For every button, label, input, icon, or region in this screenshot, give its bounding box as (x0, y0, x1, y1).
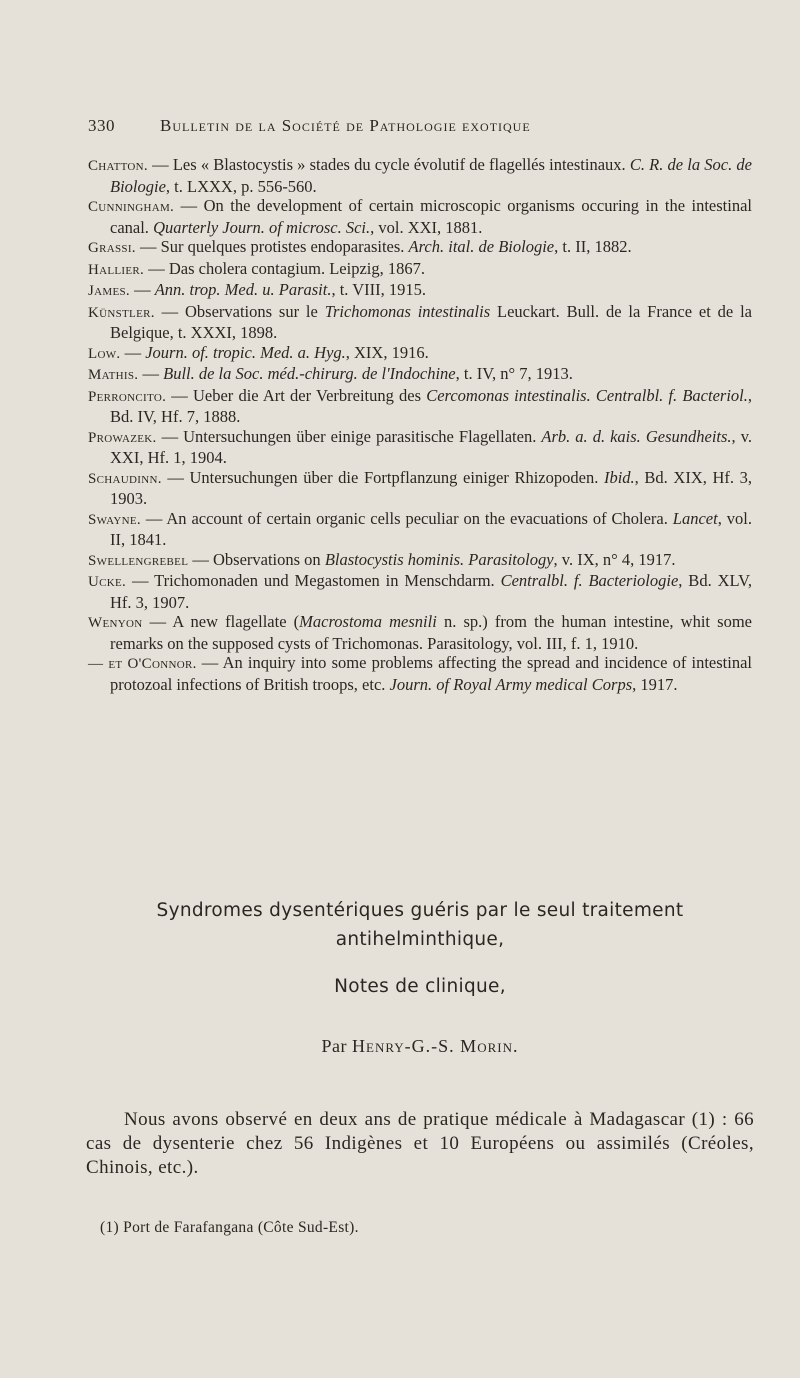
footnote: (1) Port de Farafangana (Côte Sud-Est). (100, 1219, 359, 1236)
author-name: Henry-G.-S. Morin. (352, 1036, 519, 1056)
reference-entry (88, 364, 752, 386)
reference-author: Grassi. (88, 240, 136, 256)
reference-author: James. (88, 283, 130, 299)
reference-details: , t. IV, n° 7, 1913. (455, 364, 573, 383)
reference-text: — Trichomonaden und Megastomen in Menschdarm. (126, 571, 501, 590)
reference-entry (88, 280, 752, 302)
reference-entry (88, 196, 752, 237)
reference-details: , 1917. (632, 674, 678, 694)
reference-details: , t. LXXX, p. 556-560. (165, 176, 317, 196)
reference-entry (88, 259, 752, 281)
reference-details: , XIX, 1916. (345, 342, 429, 362)
reference-author: Hallier. (88, 261, 145, 278)
reference-details: , vol. II, 1841. (110, 508, 752, 549)
intro-paragraph: Nous avons observé en deux ans de pratique médicale à Madagascar (1) : 66 cas de dysenterie chez 56 Indigènes et 10 Européens ou assimilés (Créoles, Chinois, etc.). (86, 1109, 754, 1178)
reference-author: Low. (88, 345, 121, 362)
reference-details: , vol. XXI, 1881. (370, 217, 483, 237)
reference-source: Ibid. (603, 467, 635, 487)
reference-entry (88, 427, 752, 468)
running-header (88, 116, 748, 136)
reference-source: Bull. de la Soc. méd.-chirurg. de l'Indochine (163, 364, 456, 383)
bibliography (88, 155, 752, 694)
byline (80, 1036, 760, 1057)
reference-details: Leuckart. Bull. de la France et de la Belgique, t. XXXI, 1898. (110, 301, 752, 342)
reference-entry (88, 302, 752, 343)
page-number: 330 (88, 116, 115, 135)
reference-text: — An account of certain organic cells peculiar on the evacuations of Cholera. (140, 508, 673, 528)
reference-entry (88, 155, 752, 196)
article-heading (80, 896, 760, 1057)
article-title-line-1: Syndromes dysentériques guéris par le seul traitement (156, 900, 684, 921)
reference-source: Arb. a. d. kais. Gesundheits. (541, 426, 732, 446)
article-subtitle: Notes de clinique, (334, 976, 506, 997)
byline-prefix: Par (321, 1036, 353, 1056)
reference-details: , t. II, 1882. (554, 237, 632, 256)
reference-author: Swayne. (88, 511, 141, 528)
reference-details: , v. IX, n° 4, 1917. (553, 549, 676, 569)
reference-author: Schaudinn. (88, 470, 162, 487)
reference-text: — On the development of certain microscopic organisms occuring in the intestinal canal. (110, 196, 752, 237)
reference-source: Blastocystis hominis. Parasitology (324, 549, 554, 569)
running-title: Bulletin de la Société de Pathologie exotique (160, 116, 531, 135)
reference-author: Perroncito. (88, 388, 167, 405)
reference-details: , t. VIII, 1915. (331, 280, 427, 299)
reference-source: Trichomonas intestinalis (324, 301, 491, 321)
reference-author: Cunningham. (88, 199, 175, 215)
reference-entry (88, 468, 752, 509)
reference-text: — (129, 280, 155, 299)
reference-author: Künstler. (88, 304, 155, 321)
reference-text: — A new flagellate ( (142, 612, 300, 631)
reference-source: Arch. ital. de Biologie (408, 237, 555, 256)
reference-entry (88, 612, 752, 653)
reference-text: — Observations on (188, 549, 325, 569)
reference-source: Journ. of. tropic. Med. a. Hyg. (145, 342, 346, 362)
reference-author: Prowazek. (88, 429, 157, 446)
reference-source: Macrostoma mesnili (299, 612, 437, 631)
reference-text: — Ueber die Art der Verbreitung des (166, 385, 427, 405)
reference-entry (88, 653, 752, 694)
reference-source: Ann. trop. Med. u. Parasit. (154, 280, 332, 299)
reference-text: — Das cholera contagium. Leipzig, 1867. (144, 258, 425, 278)
reference-details: , Bd. XIX, Hf. 3, 1903. (110, 467, 752, 508)
reference-text: — (120, 342, 146, 362)
reference-author: — et O'Connor. (88, 656, 197, 672)
reference-details: n. sp.) from the human intestine, whit some remarks on the supposed cysts of Trichomonas. Parasitology, vol. III, f. 1, 1910. (110, 612, 753, 653)
reference-text: — (138, 364, 164, 383)
reference-author: Mathis. (88, 367, 139, 383)
reference-entry (88, 237, 752, 259)
reference-details: , Bd. XLV, Hf. 3, 1907. (110, 571, 752, 612)
reference-entry (88, 386, 752, 427)
reference-entry (88, 509, 752, 550)
reference-entry (88, 571, 752, 612)
reference-entry (88, 343, 752, 365)
article-title-line-2: antihelminthique, (335, 929, 505, 950)
reference-author: Wenyon (88, 615, 143, 631)
reference-source: C. R. de la Soc. de Biologie (110, 155, 752, 196)
reference-text: — An inquiry into some problems affecting the spread and incidence of intestinal protozoal infections of British troops, etc. (110, 653, 752, 694)
reference-entry (88, 550, 752, 572)
reference-text: — Sur quelques protistes endoparasites. (135, 237, 409, 256)
reference-author: Swellengrebel (88, 552, 189, 569)
reference-text: — Untersuchungen über die Fortpflanzung einiger Rhizopoden. (161, 467, 604, 487)
reference-text: — Untersuchungen über einige parasitische Flagellaten. (156, 426, 542, 446)
reference-source: Lancet (672, 508, 718, 528)
reference-source: Cercomonas intestinalis. Centralbl. f. Bacteriol. (426, 385, 748, 405)
article-title (80, 896, 760, 954)
reference-source: Quarterly Journ. of microsc. Sci. (153, 217, 371, 237)
reference-text: — Observations sur le (154, 301, 325, 321)
reference-author: Chatton. (88, 158, 148, 174)
reference-details: , Bd. IV, Hf. 7, 1888. (110, 385, 752, 426)
reference-text: — Les « Blastocystis » stades du cycle évolutif de flagellés intestinaux. (147, 155, 630, 174)
reference-source: Journ. of Royal Army medical Corps (389, 674, 633, 694)
reference-author: Ucke. (88, 574, 127, 590)
reference-source: Centralbl. f. Bacteriologie (500, 571, 679, 590)
reference-details: , v. XXI, Hf. 1, 1904. (110, 426, 752, 467)
